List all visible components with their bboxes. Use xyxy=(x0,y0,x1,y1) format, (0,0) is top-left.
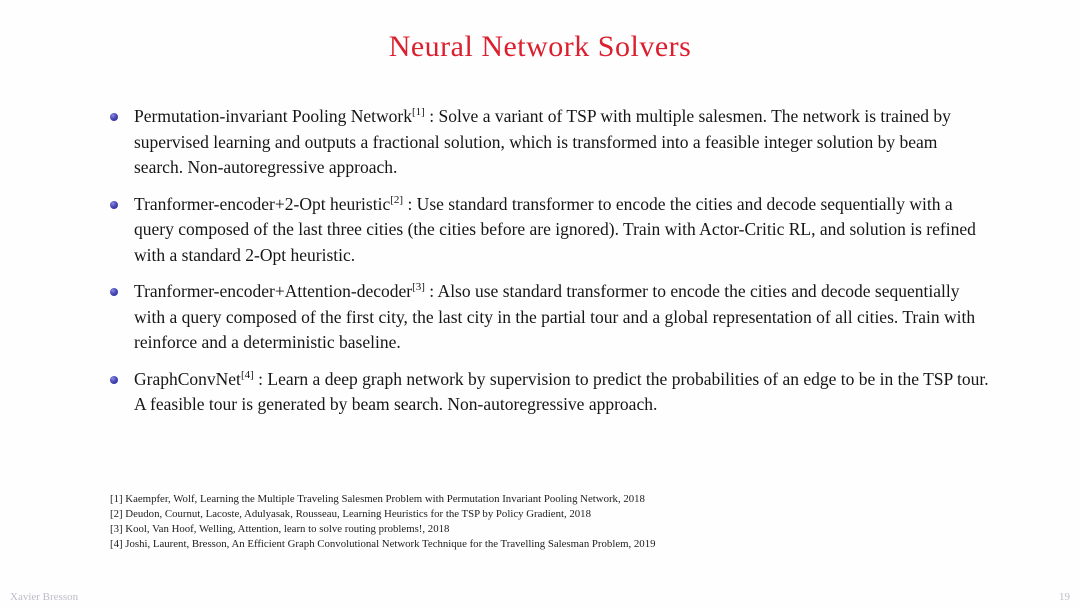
bullet-text xyxy=(134,192,990,269)
bullet-text xyxy=(134,279,990,356)
bullet-rest: : Solve a variant of TSP with multiple salesmen. The network is trained by supervised learning and outputs a fractional solution, which is transformed into a feasible integer solution by beam search. Non-autoregressive approach. xyxy=(134,106,951,178)
citation-ref: [3] xyxy=(412,281,425,294)
bullet-lead: Tranformer-encoder+Attention-decoder xyxy=(134,281,413,302)
bullet-rest: : Learn a deep graph network by supervision to predict the probabilities of an edge to be in the TSP tour. A feasible tour is generated by beam search. Non-autoregressive approach. xyxy=(134,368,989,415)
bullet-lead: Tranformer-encoder+2-Opt heuristic xyxy=(134,193,391,214)
footnotes xyxy=(110,492,990,552)
list-item xyxy=(110,279,990,356)
footnote: [2] Deudon, Cournut, Lacoste, Adulyasak, Rousseau, Learning Heuristics for the TSP by Policy Gradient, 2018 xyxy=(110,507,591,520)
footer-page-number: 19 xyxy=(1059,591,1070,603)
footnote: [3] Kool, Van Hoof, Welling, Attention, learn to solve routing problems!, 2018 xyxy=(110,522,450,535)
bullet-lead: Permutation-invariant Pooling Network xyxy=(134,106,413,126)
citation-ref: [4] xyxy=(240,369,254,382)
bullet-icon xyxy=(110,113,118,121)
bullet-rest: : Also use standard transformer to encode the cities and decode sequentially with a query composed of the first city, the last city in the partial tour and a global representation of all cities. Train with reinforce and a deterministic baseline. xyxy=(134,281,976,353)
page-title: Neural Network Solvers xyxy=(388,30,692,63)
citation-ref: [2] xyxy=(390,193,404,206)
bullet-list xyxy=(110,104,990,429)
list-item xyxy=(110,367,990,418)
footer-author: Xavier Bresson xyxy=(10,591,79,603)
bullet-lead: GraphConvNet xyxy=(134,368,241,389)
bullet-icon xyxy=(110,376,118,384)
list-item xyxy=(110,104,990,181)
bullet-rest: : Use standard transformer to encode the cities and decode sequentially with a query composed of the last three cities (the cities before are ignored). Train with Actor-Critic RL, and solution is refined with a standard 2-Opt heuristic. xyxy=(134,193,976,265)
footnote: [4] Joshi, Laurent, Bresson, An Efficient Graph Convolutional Network Technique for the Travelling Salesman Problem, 2019 xyxy=(110,537,656,550)
bullet-icon xyxy=(110,201,118,209)
bullet-icon xyxy=(110,288,118,296)
list-item xyxy=(110,192,990,269)
citation-ref: [1] xyxy=(412,106,425,119)
footnote: [1] Kaempfer, Wolf, Learning the Multiple Traveling Salesmen Problem with Permutation Invariant Pooling Network, 2018 xyxy=(110,493,645,505)
bullet-text xyxy=(134,104,990,181)
bullet-text xyxy=(134,367,990,418)
footer xyxy=(0,591,1080,603)
